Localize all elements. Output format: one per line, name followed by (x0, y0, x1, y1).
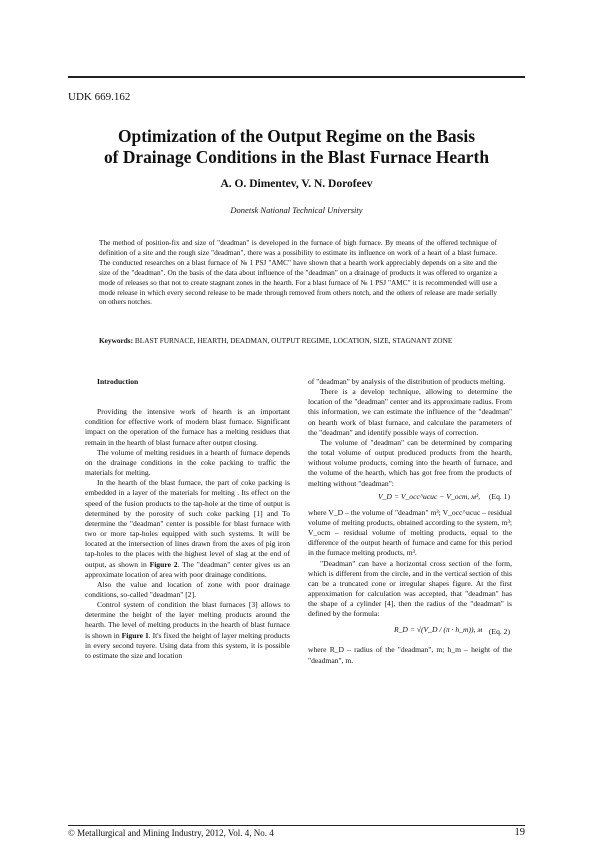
paragraph: The volume of melting residues in a hearth of furnace depends on the drainage conditions in the coke packing to traffic the materials for melting. (85, 447, 290, 478)
paragraph: Also the value and location of zone with poor drainage conditions, so-called "deadman" [2]. (85, 579, 290, 599)
title-line-1: Optimization of the Output Regime on the Basis (118, 126, 475, 146)
equation-1-expression: V_D = V_occ^ucuc − V_ocm, м³, (378, 491, 481, 501)
paragraph: Providing the intensive work of hearth is an important condition for effective work of modern blast furnace. Significant impact on the operation of the furnace has a melting residues that remain in the hearth of blast furnace after output closing. (85, 407, 290, 447)
footer-rule (68, 825, 525, 826)
paragraph: where R_D – radius of the "deadman", m; h_m – height of the "deadman", m. (308, 645, 512, 665)
equation-1 (308, 491, 512, 506)
paragraph: where V_D – the volume of "deadman" m³; V_occ^ucuc – residual volume of melting products, obtained according to the system, m³; V_ocm – residual volume of melting products, equal to the difference of the output hearth of furnace and came for this period in the furnace melting products, m³. (308, 507, 512, 558)
paper-title (68, 126, 525, 168)
equation-2 (308, 621, 512, 643)
paragraph: The volume of "deadman" can be determined by comparing the total volume of output produced products from the hearth, without volume products, coming into the hearth of furnace, and the volume of the hearth, which has got free from the products of melting without "deadman": (308, 437, 512, 488)
journal-citation: © Metallurgical and Mining Industry, 2012, Vol. 4, No. 4 (68, 828, 274, 838)
section-heading-introduction: Introduction (97, 377, 139, 386)
equation-1-number: (Eq. 1) (488, 491, 510, 501)
paragraph-text: . The "deadman" center gives us an approximate location of area with poor drainage conditions. (85, 559, 290, 579)
page-number: 19 (514, 827, 525, 838)
paragraph: of "deadman" by analysis of the distribution of products melting. (308, 377, 506, 386)
paragraph (85, 600, 290, 661)
keywords-text: BLAST FURNACE, HEARTH, DEADMAN, OUTPUT REGIME, LOCATION, SIZE, STAGNANT ZONE (134, 336, 453, 345)
affiliation: Donetsk National Technical University (230, 205, 363, 215)
paragraph-text: In the hearth of the blast furnace, the part of coke packing is embedded in a layer of the materials for melting . Its effect on the speed of the fusion products to the tap-hole at the time of output is determined by the porosity of such coke packing [1] and To determine the "deadman" center is possible for blast furnace with two or more tap-holes equipped with such systems. It will be located at the intersection of lines drawn from the axes of pig iron tap-holes to the places with the highest level of slag at the end of output, as shown in (85, 478, 290, 569)
left-column (85, 377, 290, 661)
paragraph-text: . It's fixed the height of layer melting products in every second tuyere. Using data from this system, it is possible to estimate the size and location (85, 630, 290, 660)
figure-reference: Figure 1 (121, 630, 149, 640)
abstract: The method of position-fix and size of "deadman" is developed in the furnace of high furnace. By means of the offered technique of definition of a site and the rough size "deadman", there was a possibility to estimate its influence on work of a heart of a blast furnace. The conducted researches on a blast furnace of № 1 PSJ "AMC" have shown that a hearth work appreciably depends on a site and the size of the "deadman". On the basis of the data about influence of the "deadman" on a drainage of products it was offered to organize a mode of releases so that not to create stagnant zones in the hearth. For a blast furnace of № 1 PSJ "AMC" it is recommended will use a mode release in which every second release to be made through removed from others notch, and the others of release are made serially on others notches. (99, 238, 497, 307)
paragraph: There is a develop technique, allowing to determine the location of the "deadman" center and its approximate radius. From this information, we can estimate the influence of the "deadman" on hearth work of blast furnace, and calculate the parameters of the "deadman" and identify possible ways of correction. (308, 387, 512, 437)
header-rule (68, 76, 525, 78)
right-column (308, 377, 512, 666)
keywords (99, 336, 497, 346)
paragraph-text: Control system of condition the blast furnaces [3] allows to determine the height of the layer melting products around the hearth. The level of melting products in the hearth of blast furnace is shown in (85, 600, 290, 640)
equation-2-expression: R_D = √(V_D / (π · h_m)), м (394, 625, 483, 635)
authors: A. O. Dimentev, V. N. Dorofeev (220, 178, 373, 190)
keywords-label: Keywords: (99, 336, 134, 345)
paragraph (85, 478, 290, 580)
title-line-2: of Drainage Conditions in the Blast Furnace Hearth (103, 147, 489, 167)
udk-code: UDK 669.162 (68, 91, 131, 103)
paragraph: "Deadman" can have a horizontal cross section of the form, which is different from the circle, and in the vertical section of this can be a truncated cone or irregular shapes figure. At the first approximation for calculation was accepted, that "deadman" has the shape of a cylinder [4], then the radius of the "deadman" is defined by the formula: (308, 558, 512, 619)
figure-reference: Figure 2 (149, 559, 178, 569)
equation-2-number: (Eq. 2) (488, 627, 510, 637)
